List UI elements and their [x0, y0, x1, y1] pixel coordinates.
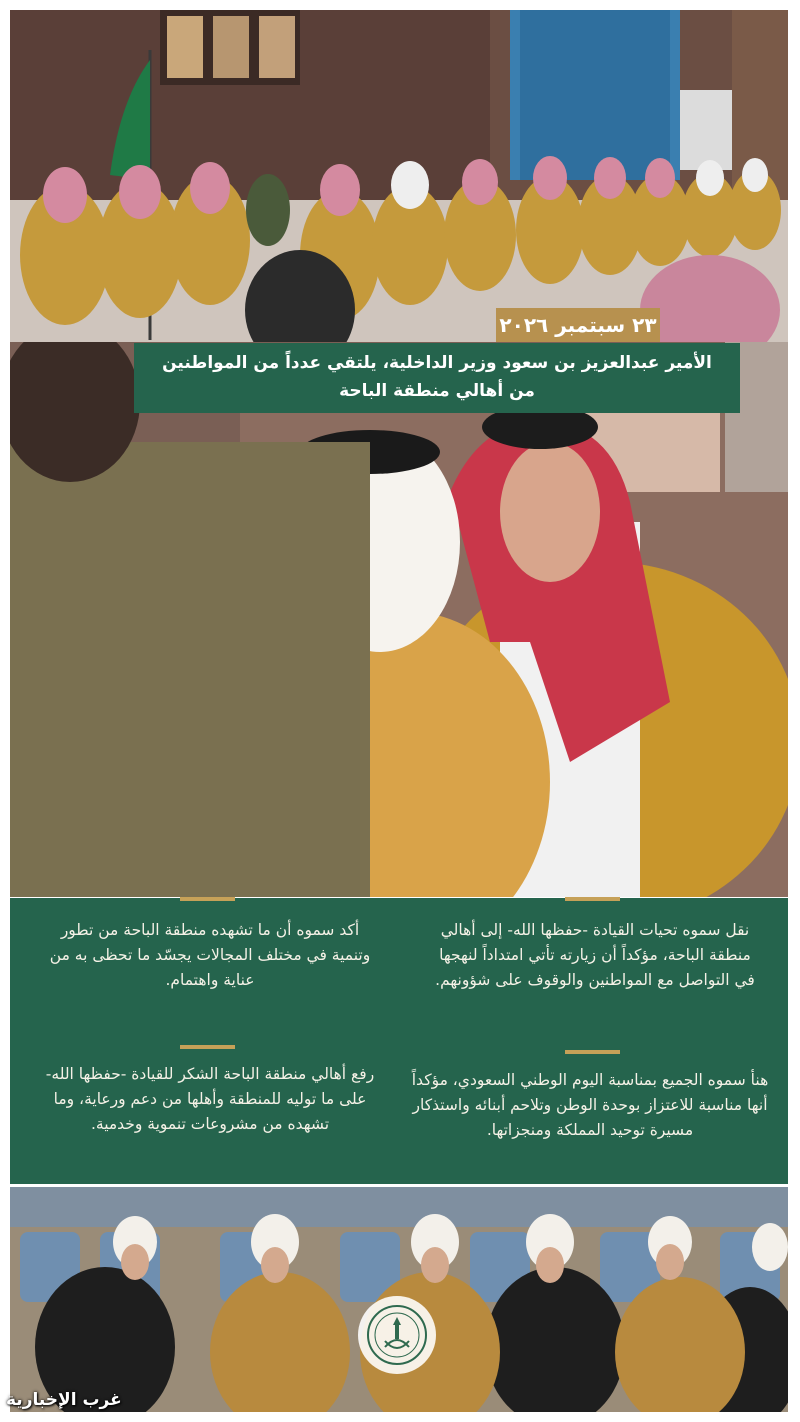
divider-top-left [180, 897, 235, 901]
divider-middle-right [565, 1050, 620, 1054]
source-watermark: غرب الإخبارية [6, 1390, 122, 1410]
headline-line-1: الأمير عبدالعزيز بن سعود وزير الداخلية، يلتقي عدداً من المواطنين [162, 353, 712, 373]
headline-banner [134, 343, 740, 413]
paragraph-left-top: أكد سموه أن ما تشهده منطقة الباحة من تطور وتنمية في مختلف المجالات يجسّد ما تحظى به من عناية واهتمام. [49, 921, 371, 989]
greeting-photo [10, 342, 788, 897]
paragraph-right-bottom: هنأ سموه الجميع بمناسبة اليوم الوطني السعودي، مؤكداً أنها مناسبة للاعتزاز بوحدة الوطن وتلاحم أبنائه واستذكار مسيرة توحيد المملكة ومنجزاتها. [411, 1071, 769, 1139]
majlis-hall-photo [10, 10, 788, 342]
paragraph-left-bottom: رفع أهالي منطقة الباحة الشكر للقيادة -حفظها الله- على ما توليه للمنطقة وأهلها من دعم ورعاية، وما تشهده من مشروعات تنموية وخدمية. [45, 1065, 375, 1133]
ministry-emblem-icon [358, 1296, 436, 1374]
divider-top-right [565, 897, 620, 901]
headline-line-2: من أهالي منطقة الباحة [339, 381, 535, 401]
divider-middle-left [180, 1045, 235, 1049]
date-tag: ٢٣ سبتمبر ٢٠٢٦ [496, 308, 660, 342]
paragraph-right-top: نقل سموه تحيات القيادة -حفظها الله- إلى أهالي منطقة الباحة، مؤكداً أن زيارته تأتي امتداداً لنهجها في التواصل مع المواطنين والوقوف على شؤونهم. [435, 921, 755, 989]
